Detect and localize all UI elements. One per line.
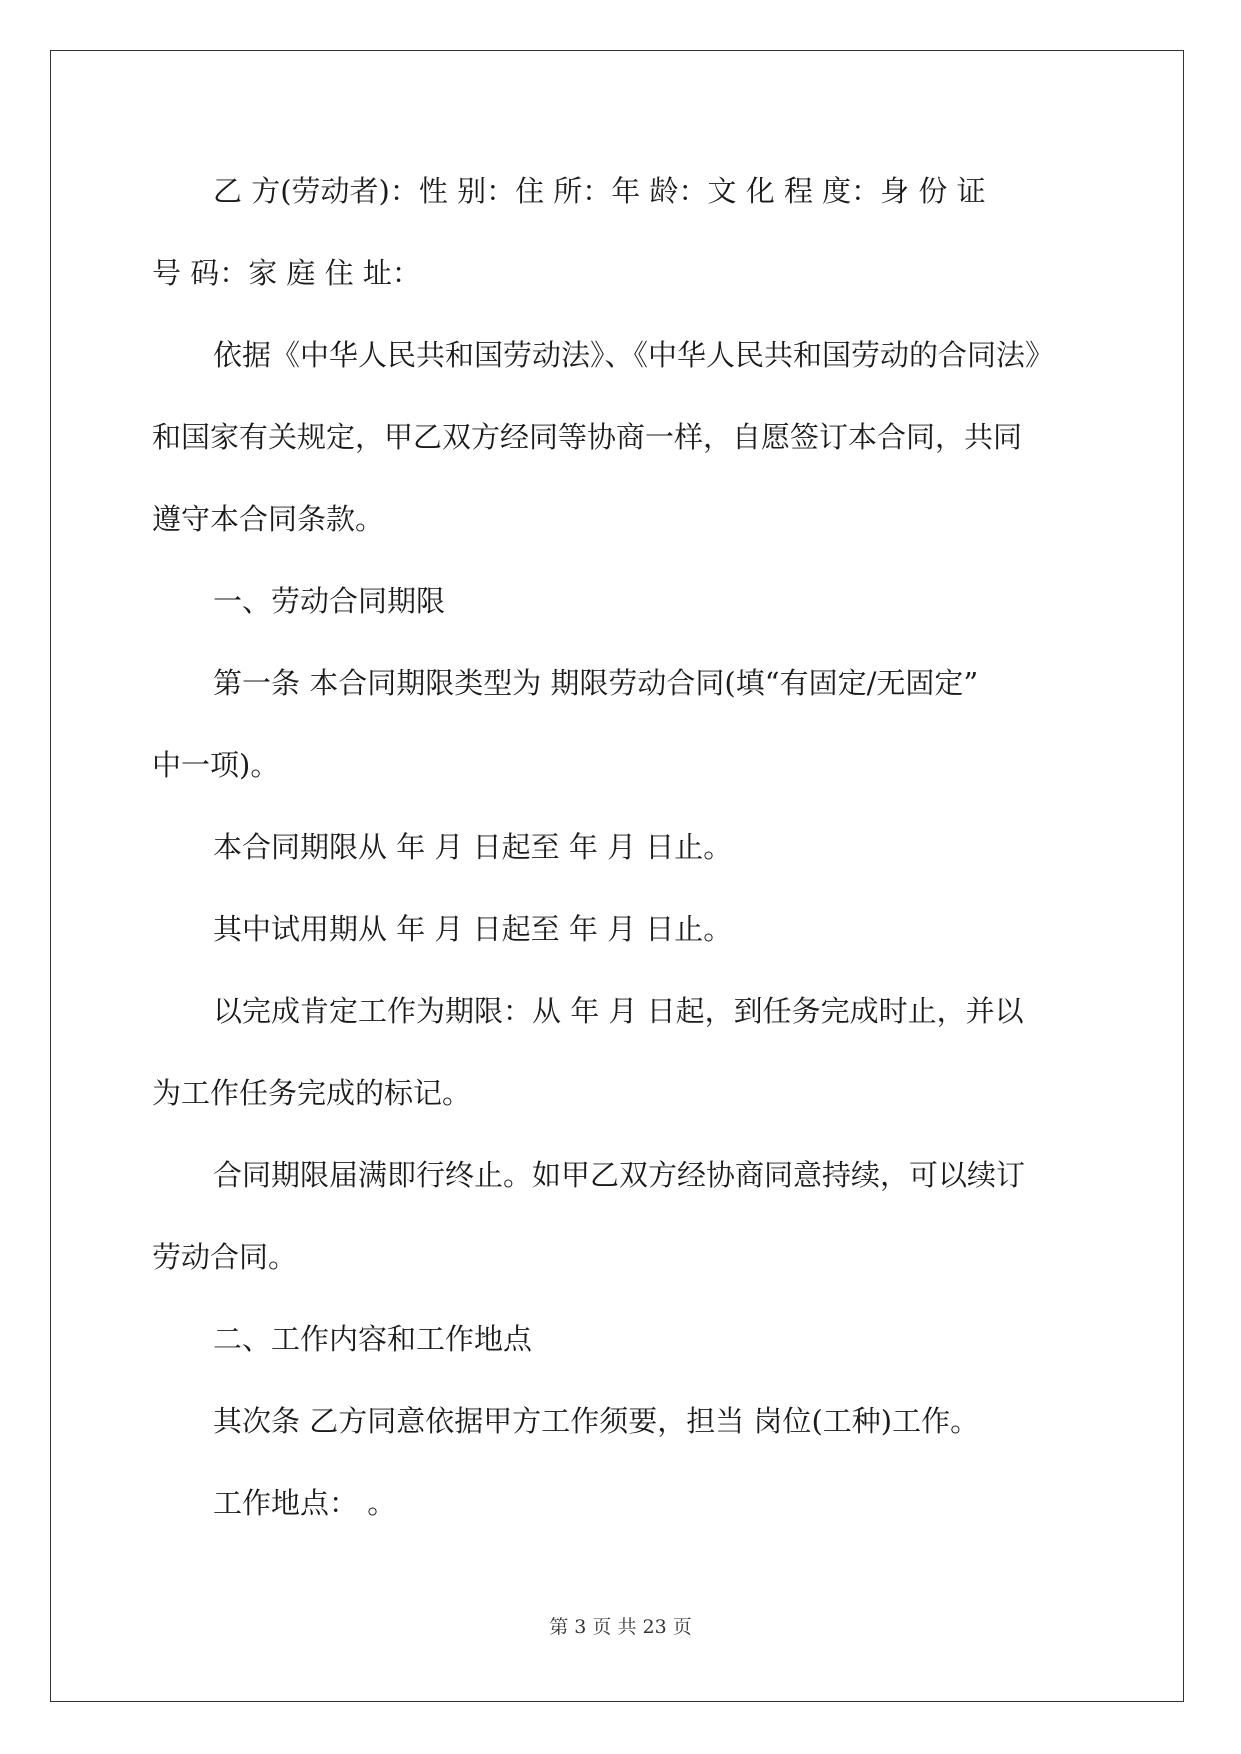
article-1-line-1: 第一条 本合同期限类型为 期限劳动合同(填“有固定/无固定” bbox=[213, 666, 979, 700]
renewal-line-1: 合同期限届满即行终止。如甲乙双方经协商同意持续，可以续订 bbox=[213, 1158, 1026, 1192]
work-location-line: 工作地点： 。 bbox=[213, 1486, 397, 1520]
preamble-line-3: 遵守本合同条款。 bbox=[152, 502, 385, 536]
page-footer: 第 3 页 共 23 页 bbox=[549, 1616, 692, 1638]
preamble-line-2: 和国家有关规定，甲乙双方经同等协商一样，自愿签订本合同，共同 bbox=[152, 420, 1023, 454]
task-term-line-1: 以完成肯定工作为期限：从 年 月 日起，到任务完成时止，并以 bbox=[213, 994, 1024, 1028]
task-term-line-2: 为工作任务完成的标记。 bbox=[152, 1076, 472, 1110]
article-1-line-2: 中一项)。 bbox=[152, 748, 280, 782]
preamble-line-1: 依据《中华人民共和国劳动法》、《中华人民共和国劳动的合同法》 bbox=[213, 338, 1055, 372]
article-2-line: 其次条 乙方同意依据甲方工作须要，担当 岗位(工种)工作。 bbox=[213, 1404, 980, 1438]
contract-term-line: 本合同期限从 年 月 日起至 年 月 日止。 bbox=[213, 830, 733, 864]
party-b-fields-line-2: 号 码：家 庭 住 址： bbox=[152, 256, 421, 290]
document-body bbox=[152, 150, 1082, 1544]
probation-term-line: 其中试用期从 年 月 日起至 年 月 日止。 bbox=[213, 912, 733, 946]
party-b-fields-line-1: 乙 方(劳动者)：性 别：住 所：年 龄：文 化 程 度：身 份 证 bbox=[213, 174, 986, 208]
section-heading-term: 一、劳动合同期限 bbox=[213, 584, 446, 618]
section-heading-work: 二、工作内容和工作地点 bbox=[213, 1322, 533, 1356]
renewal-line-2: 劳动合同。 bbox=[152, 1240, 298, 1274]
